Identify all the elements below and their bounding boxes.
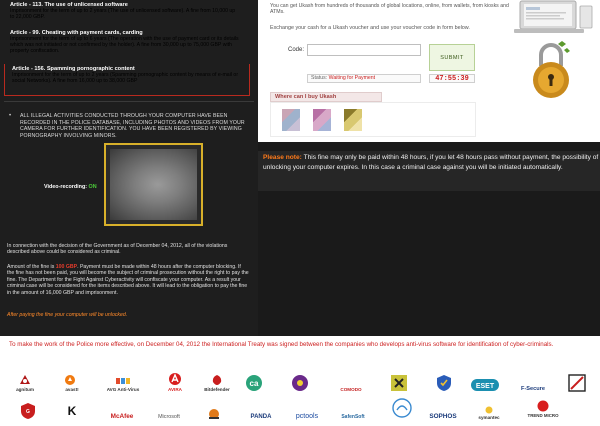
retailer-logo-icon[interactable]	[313, 109, 331, 131]
status-value: Waiting for Payment	[328, 75, 376, 81]
padlock-icon	[528, 40, 574, 100]
microsoft-logo: Microsoft	[158, 414, 180, 420]
pctools-logo: pctools	[295, 413, 319, 420]
agnitum-logo: agnitum	[10, 366, 40, 392]
webcam-image	[110, 149, 197, 220]
decision-text: In connection with the decision of the Government as of December 04, 2012, all of the violations described above could be considered as criminal.	[7, 243, 228, 256]
avira-logo: AVIRA	[160, 366, 190, 392]
article-113	[4, 2, 244, 20]
mcafee-logo: McAfee	[110, 413, 134, 420]
article-body: Imprisonment for the term of up to 6 years (The operation with the use of payment card or its details which was not initiated or not confirmed by the holder). A fine from 30,000 up to 75,000 GBP with property confiscation.	[10, 36, 239, 54]
kaspersky-shield-icon	[388, 366, 410, 392]
globe-shield-icon	[390, 392, 414, 418]
webcam-video-frame	[104, 143, 203, 226]
article-156	[6, 66, 248, 84]
avg-logo: AVG Anti-Virus	[108, 366, 138, 392]
bitdefender-logo: Bitdefender	[200, 366, 234, 392]
article-body: Imprisonment for the term of up to 2 years (Spamming pornographic content by means of e-mail or social Networks). A fine from 16,000 up to 38,000 GBP	[12, 72, 239, 84]
fine-prefix: Amount of the fine is	[7, 264, 56, 270]
payment-status	[307, 74, 421, 83]
fine-amount: 100 GBP	[55, 264, 78, 270]
countdown-timer: 47:55:39	[429, 74, 475, 83]
svg-text:G: G	[26, 409, 30, 415]
payment-deadline-note	[258, 151, 600, 191]
sophos-logo: SOPHOS	[429, 413, 457, 420]
svg-text:ca: ca	[249, 379, 259, 388]
article-title: Article - 99. Cheating with payment cards, carding	[10, 30, 143, 36]
retailer-logo-icon[interactable]	[344, 109, 362, 131]
unlock-text: After paying the fine your computer will be unlocked.	[7, 312, 128, 318]
no-entry-icon	[567, 366, 587, 392]
f-secure-logo: F-Secure	[521, 386, 545, 392]
video-recording-label	[44, 184, 97, 190]
avast-logo: avast!	[55, 366, 89, 392]
laptop-icon	[514, 0, 594, 35]
article-99	[4, 30, 250, 54]
video-state: ON	[88, 184, 97, 190]
treaty-text: To make the work of the Police more effective, on December 04, 2012 the International Treaty was signed between the companies who develops anti-virus software for identification of cyber-criminals.	[9, 341, 554, 348]
ca-logo	[244, 366, 264, 392]
note-label: Please note:	[263, 154, 302, 161]
trend-micro-logo: TREND MICRO	[528, 392, 558, 418]
panda-logo: PANDA	[250, 414, 272, 420]
article-title: Article - 113. The use of unlicensed software	[10, 2, 128, 8]
status-label: Status:	[311, 75, 328, 81]
comodo-logo: COMODO	[336, 366, 366, 392]
security-company-logo	[202, 394, 226, 420]
where-to-buy-heading: Where can I buy Ukash	[270, 92, 382, 102]
symantec-logo: symantec	[472, 394, 506, 420]
note-text: This fine may only be paid within 48 hours, if you let 48 hours pass without payment, the possibility of unlocking your computer expires. In this case a criminal case against you will be initiated automatically.	[263, 154, 599, 171]
code-label: Code:	[288, 47, 305, 53]
retailer-logo-icon[interactable]	[282, 109, 300, 131]
divider	[4, 101, 254, 102]
video-label-text: Video-recording:	[44, 184, 88, 190]
ukash-code-input[interactable]	[307, 44, 421, 56]
police-database-warning: ALL ILLEGAL ACTIVITIES CONDUCTED THROUGH YOUR COMPUTER HAVE BEEN RECORDED IN THE POLICE DATABASE, INCLUDING PHOTOS AND VIDEOS FROM YOUR CAMERA FOR FURTHER IDENTIFICATION. YOU HAVE BEEN REGISTERED BY VIEWING PORNOGRAPHY INVOLVING MINORS.	[20, 113, 245, 139]
article-title: Article - 156. Spamming pornographic content	[12, 66, 135, 72]
article-body: Imprisonment for the term of up to 2 years (The use of unlicensed software). A fine from 10,000 up to 22,000 GBP.	[10, 8, 236, 20]
kaspersky-logo	[62, 394, 82, 420]
safensoft-logo: SafenSoft	[341, 414, 365, 420]
exchange-instructions: Exchange your cash for a Ukash voucher and use your voucher code in form below.	[270, 25, 470, 31]
bullet-icon: •	[9, 113, 12, 119]
eset-logo	[470, 366, 500, 392]
drweb-spider-icon	[290, 366, 310, 392]
svg-text:ESET: ESET	[475, 383, 495, 390]
gdata-logo	[14, 394, 42, 420]
submit-button[interactable]: SUBMIT	[429, 44, 475, 71]
ukash-intro: You can get Ukash from hundreds of thousands of global locations, online, from wallets, from kiosks and ATMs.	[270, 3, 509, 16]
norton-shield-icon	[434, 366, 454, 392]
fine-text	[7, 264, 249, 296]
fine-rest: . Payment must be made within 48 hours after the computer blocking. If the fine has not been paid, you will become the subject of criminal prosecution without the right to pay the fine. The Department for the Fight Against Cyberactivity will confiscate your computer. As a result your criminal case will be considered for the items described above. It will lead to the obligation to pay the fine in the amount of 16,000 GBP and imprisonment.	[7, 264, 249, 296]
svg-text:K: K	[67, 404, 77, 418]
retailer-list	[270, 102, 476, 137]
